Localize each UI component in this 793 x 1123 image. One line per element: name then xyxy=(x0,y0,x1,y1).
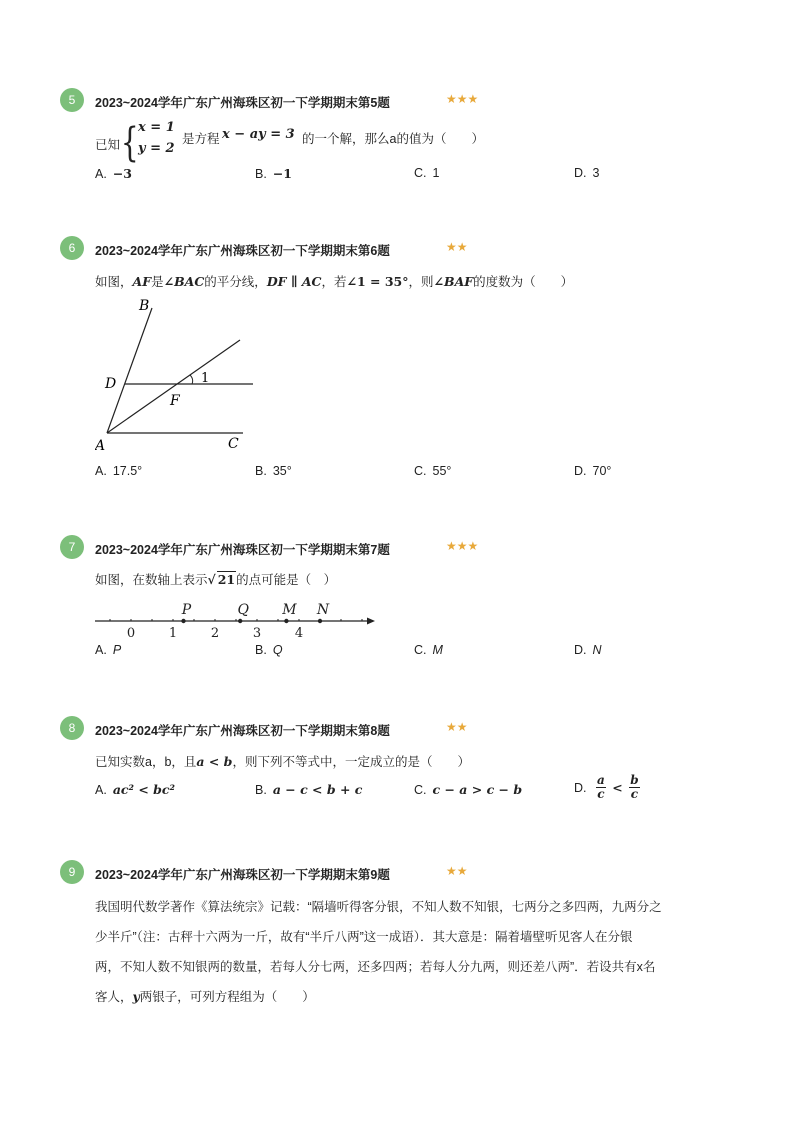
option-d[interactable]: D. 3 xyxy=(574,166,600,180)
angle-arc xyxy=(190,375,193,384)
point-label-p: P xyxy=(181,602,192,618)
difficulty-stars: ★★ xyxy=(446,720,468,734)
option-d[interactable]: D. 70° xyxy=(574,464,612,478)
option-d[interactable]: D. $\frac{a}{c}$ < $\frac{b}{c}$ xyxy=(574,773,639,801)
option-c[interactable]: C. M xyxy=(414,643,443,657)
question-title: 2023~2024学年广东广州海珠区初一下学期期末第7题 xyxy=(95,543,390,557)
question-title: 2023~2024学年广东广州海珠区初一下学期期末第9题 xyxy=(95,868,390,882)
question-7 xyxy=(60,535,750,665)
label-f: F xyxy=(170,393,180,409)
question-title: 2023~2024学年广东广州海珠区初一下学期期末第8题 xyxy=(95,724,390,738)
system-eq-bottom: y = 2 xyxy=(138,141,175,156)
option-a[interactable]: A. 17.5° xyxy=(95,464,143,478)
option-c[interactable]: C. 55° xyxy=(414,464,452,478)
line-ab xyxy=(107,308,152,433)
geometry-figure xyxy=(95,296,265,456)
option-b[interactable]: B. 35° xyxy=(255,464,292,478)
difficulty-stars: ★★ xyxy=(446,864,468,878)
axis-arrow xyxy=(367,618,375,625)
question-number-badge: 7 xyxy=(60,535,84,559)
stem-line-1: 我国明代数学著作《算法统宗》记载：“隔墙听得客分银，不知人数不知银，七两分之多四两，九两分之 xyxy=(95,900,662,914)
option-c[interactable]: C. 1 xyxy=(414,166,440,180)
difficulty-stars: ★★★ xyxy=(446,92,479,106)
difficulty-stars: ★★★ xyxy=(446,539,479,553)
sqrt-symbol: √ xyxy=(207,572,216,587)
tick-label: 4 xyxy=(294,626,304,641)
question-title: 2023~2024学年广东广州海珠区初一下学期期末第5题 xyxy=(95,96,390,110)
point-label-q: Q xyxy=(237,602,249,618)
option-d[interactable]: D. N xyxy=(574,643,602,657)
option-b[interactable]: B. Q xyxy=(255,643,283,657)
fraction-b-over-c: $\frac{b}{c}$ xyxy=(630,773,639,801)
tick-label: 1 xyxy=(168,626,178,641)
line-af xyxy=(107,340,240,433)
label-d: D xyxy=(105,376,117,392)
label-one: 1 xyxy=(201,371,210,386)
fraction-a-over-c: $\frac{a}{c}$ xyxy=(596,773,605,801)
number-line xyxy=(95,597,385,641)
point-n xyxy=(318,619,322,623)
point-m xyxy=(284,619,288,623)
difficulty-stars: ★★ xyxy=(446,240,468,254)
tick-label: 3 xyxy=(252,626,262,641)
question-9 xyxy=(60,860,750,1010)
question-number-badge: 5 xyxy=(60,88,84,112)
question-5 xyxy=(60,88,750,188)
question-number-badge: 8 xyxy=(60,716,84,740)
label-a: A xyxy=(95,438,106,454)
question-8 xyxy=(60,716,750,826)
label-c: C xyxy=(228,436,239,452)
question-title: 2023~2024学年广东广州海珠区初一下学期期末第6题 xyxy=(95,244,390,258)
question-number-badge: 6 xyxy=(60,236,84,260)
stem-line-3: 两，不知人数不知银两的数量，若每人分七两，还多四两；若每人分九两，则还差八两”．若设共有x名 xyxy=(95,960,656,974)
question-6 xyxy=(60,236,750,486)
equation: x − ay = 3 xyxy=(222,127,295,142)
system-eq-top: x = 1 xyxy=(138,120,175,135)
option-c[interactable]: C. c − a > c − b xyxy=(414,782,523,797)
question-stem: 已知 { x = 1 y = 2 是方程 x − ay = 3 的一个解，那么a的值为（ ） xyxy=(95,120,484,166)
option-a[interactable]: A. P xyxy=(95,643,122,657)
question-number-badge: 9 xyxy=(60,860,84,884)
tick-label: 0 xyxy=(126,626,136,641)
question-stem: 已知实数a，b，且a < b，则下列不等式中，一定成立的是（ ） xyxy=(95,754,470,769)
label-b: B xyxy=(139,298,150,314)
stem-line-2: 少半斤”（注：古秤十六两为一斤，故有“半斤八两”这一成语）．其大意是：隔着墙壁听见客人在分银 xyxy=(95,930,633,944)
option-b[interactable]: B. −1 xyxy=(255,166,292,181)
option-b[interactable]: B. a − c < b + c xyxy=(255,782,363,797)
option-a[interactable]: A. −3 xyxy=(95,166,132,181)
brace-symbol: { xyxy=(120,120,139,166)
point-label-n: N xyxy=(316,602,330,618)
option-a[interactable]: A. ac² < bc² xyxy=(95,782,176,797)
question-stem: 如图，AF是∠BAC的平分线，DF ∥ AC，若∠1 = 35°，则∠BAF的度数为（ ） xyxy=(95,274,574,289)
point-p xyxy=(181,619,185,623)
question-stem: 如图，在数轴上表示√ 21的点可能是（ ） xyxy=(95,572,337,587)
stem-line-4: 客人，y两银子，可列方程组为（ ） xyxy=(95,989,315,1004)
tick-label: 2 xyxy=(210,626,220,641)
radicand: 21 xyxy=(217,572,236,587)
point-q xyxy=(238,619,242,623)
point-label-m: M xyxy=(282,602,297,618)
